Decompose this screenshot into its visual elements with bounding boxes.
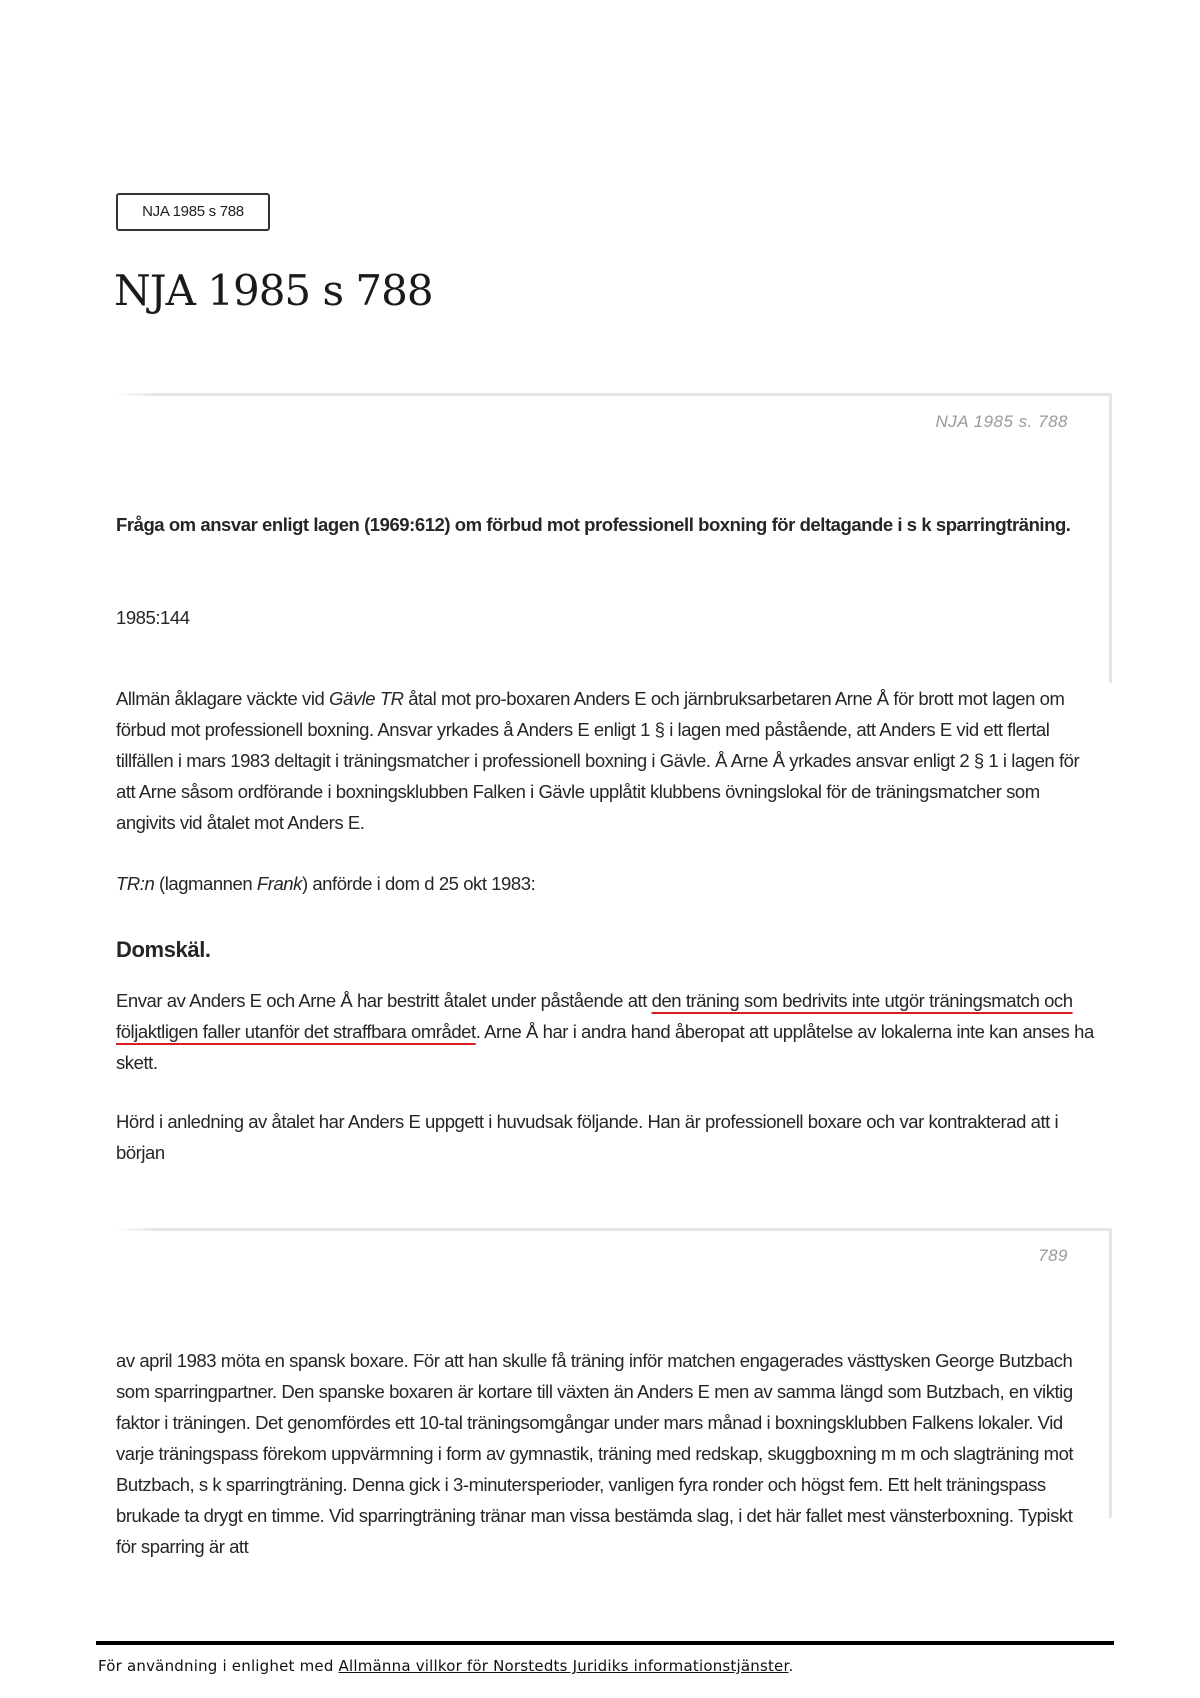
paragraph-text: Envar av Anders E och Arne Å har bestritt åtalet under påstående att: [116, 990, 652, 1011]
highlighted-passage: den träning som bedrivits inte utgör träningsmatch och följaktligen faller utanför det straffbara området: [116, 990, 1073, 1042]
page-number-789: 789: [1038, 1246, 1068, 1265]
paragraph-prosecution: [116, 683, 1096, 838]
paragraph-testimony-continued: av april 1983 möta en spansk boxare. För att han skulle få träning inför matchen engagerades västtysken George Butzbach som sparringpartner. Den spanske boxaren är kortare till växten än Anders E men av samma längd som Butzbach, en viktig faktor i träningen. Det genomfördes ett 10-tal träningsomgångar under mars månad i boxningsklubben Falkens lokaler. Vid varje träningspass förekom uppvärmning i form av gymnastik, träning med redskap, skuggboxning m m och slagträning mot Butzbach, s k sparringträning. Denna gick i 3-minutersperioder, vanligen fyra ronder och högst fem. Ett helt träningspass brukade ta drygt en timme. Vid sparringträning tränar man vissa bestämda slag, i det här fallet mest vänsterboxning. Typiskt för sparring är att: [116, 1350, 1074, 1557]
paragraph-text: åtal mot pro-boxaren Anders E och järnbruksarbetaren Arne Å för brott mot lagen om förbud mot professionell boxning. Ansvar yrkades å Anders E enligt 1 § i lagen med påstående, att Anders E vid ett flertal tillfällen i mars 1983 deltagit i träningsmatcher i professionell boxning i Gävle. Å Arne Å yrkades ansvar enligt 2 § 1 i lagen för att Arne såsom ordförande i boxningsklubben Falken i Gävle upplåtit klubbens övningslokal för de träningsmatcher som angivits vid åtalet mot Anders E.: [116, 688, 1080, 833]
judge-name: Frank: [256, 873, 302, 894]
page-number-788: NJA 1985 s. 788: [935, 412, 1068, 431]
case-reference-number: 1985:144: [116, 607, 190, 628]
section-heading-domskal: Domskäl.: [116, 937, 211, 962]
paragraph-testimony: Hörd i anledning av åtalet har Anders E uppgett i huvudsak följande. Han är professionell boxare och var kontrakterad att i början: [116, 1111, 1059, 1163]
paragraph-text: (lagmannen: [154, 873, 257, 894]
paragraph-defense: [116, 985, 1096, 1078]
paragraph-court-judgment: [116, 868, 1096, 899]
terms-link[interactable]: Allmänna villkor för Norstedts Juridiks informationstjänster: [338, 1657, 789, 1675]
paragraph-text: . Arne Å har i andra hand åberopat att upplåtelse av lokalerna inte kan anses ha skett.: [116, 1021, 1094, 1073]
document-title: NJA 1985 s 788: [114, 266, 433, 315]
footer-suffix: .: [788, 1657, 794, 1675]
paragraph-text: ) anförde i dom d 25 okt 1983:: [301, 873, 536, 894]
document-reference-tag: NJA 1985 s 788: [116, 193, 270, 231]
court-name: TR:n: [116, 873, 155, 894]
footer-prefix: För användning i enlighet med: [98, 1657, 339, 1675]
paragraph-text: Allmän åklagare väckte vid: [116, 688, 330, 709]
case-summary: Fråga om ansvar enligt lagen (1969:612) om förbud mot professionell boxning för deltagande i s k sparringträning.: [116, 514, 1071, 535]
footer-terms: [98, 1657, 793, 1675]
footer-divider: [96, 1641, 1114, 1645]
court-name: Gävle TR: [329, 688, 404, 709]
